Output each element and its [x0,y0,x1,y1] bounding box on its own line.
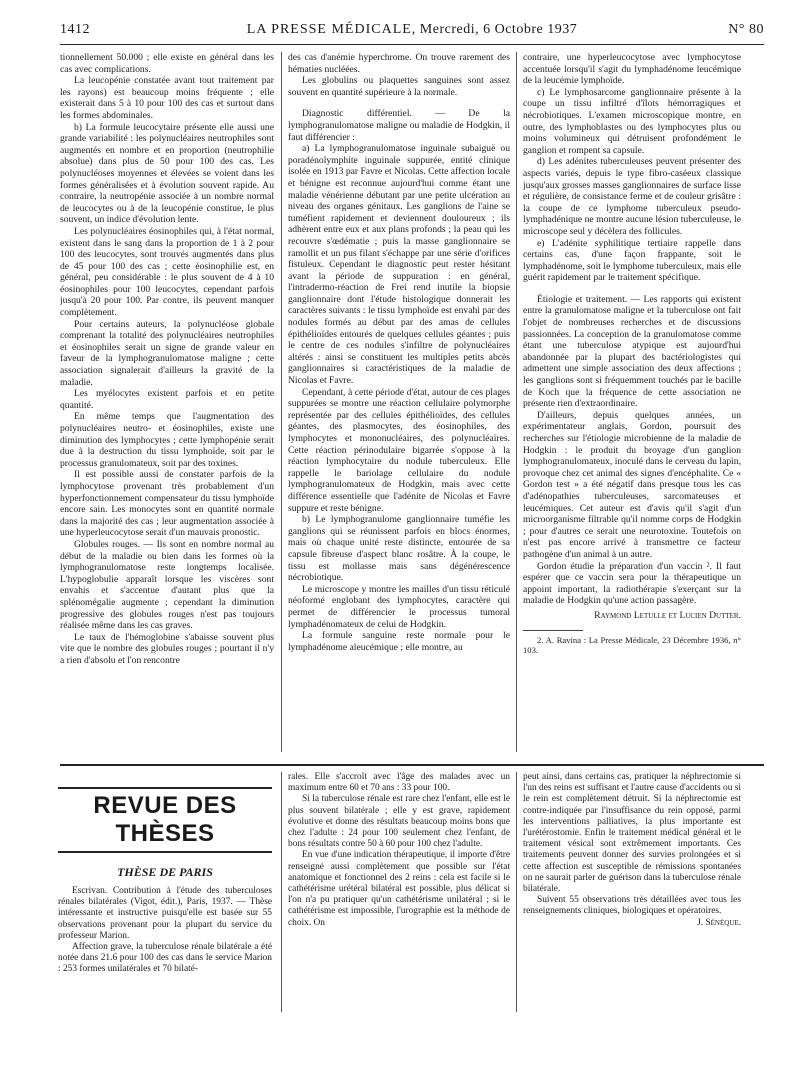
footnote: 2. A. Ravina : La Presse Médicale, 23 Décembre 1936, n° 103. [523,634,741,655]
paragraph: Il est possible aussi de constater parfois de la lymphocytose provenant très probablement d'un hyperfonctionnement compensateur du tissu lymphoïde encore sain. Les monocytes sont en quantité normale dans la majorité des cas ; leur augmentation associée à une hyperleucocytose serait d'un mauvais pronostic. [60,469,274,539]
column-divider [516,52,517,752]
section-title: REVUE DES THÈSES [93,792,237,847]
page-header [60,20,764,42]
article-column-1 [60,52,274,758]
paragraph: rales. Elle s'accroît avec l'âge des malades avec un maximum entre 60 et 70 ans : 33 pour 100. [288,772,510,794]
section-rule [60,764,764,766]
paragraph: Si la tuberculose rénale est rare chez l'enfant, elle est le plus souvent bilatérale ; elle y est grave, rapidement évolutive et donne des résultats beaucoup moins bons que chez l'adulte : 24 pour 100 seulement chez l'enfant, de bons résultats contre 50 à 60 pour 100 chez l'adulte. [288,794,510,850]
thesis-column-1 [58,886,272,976]
article-signature: Raymond Letulle et Lucien Dutter. [594,609,741,621]
paragraph: des cas d'anémie hyperchrome. On trouve rarement des hématies nucléées. [288,52,510,75]
thesis-intro: Escrivan. Contribution à l'étude des tuberculoses rénales bilatérales (Vigot, édit.), Paris, 1937. — Thèse intéressante et instructive puisqu'elle est basée sur 55 observations provenant pour la plupart du service du professeur Marion. [58,886,272,941]
paragraph: c) Le lymphosarcome ganglionnaire présente à la coupe un tissu infiltré d'îlots hémorragiques et nécrobiotiques. L'examen microscopique montre, en outre, des lymphoblastes ou des lymphocytes plus ou moins volumineux qui détruisent profondément le ganglion et rompent sa capsule. [523,86,741,156]
paragraph: D'ailleurs, depuis quelques années, un expérimentateur anglais, Gordon, poursuit des recherches sur l'étiologie microbienne de la maladie de Hodgkin : le produit du broyage d'un ganglion lymphogranulomateux, inoculé dans le cerveau du lapin, provoque chez cet animal des signes d'encéphalite. Ce « Gordon test » a été négatif dans presque tous les cas d'adénopathies tuberculeuses, sarcomateuses et leucémiques. Cet auteur est d'avis qu'il s'agit d'un microorganisme filtrable qu'il nomme corps de Hodgkin ; pour d'autres ce serait une neurotoxine. Toutefois on n'est pas encore arrivé à transmettre ce facteur pathogène d'un animal à un autre. [523,409,741,560]
article-column-3 [523,52,741,758]
paragraph: En vue d'une indication thérapeutique, il importe d'être renseigné aussi complètement que possible sur l'état anatomique et fonctionnel des 2 reins : cela est facile si le cathétérisme urétéral bilatéral est possible, plus délicat si l'on n'a pu pratiquer qu'un cathétérisme unilatéral ; si le cathétérisme est impossible, l'urographie est la méthode de choix. On [288,850,510,928]
paragraph: contraire, une hyperleucocytose avec lymphocytose accentuée lorsqu'il s'agit du lymphadénome leucémique de la leucémie lymphoïde. [523,52,741,87]
paragraph: La leucopénie constatée avant tout traitement par les rayons) est beaucoup moins fréquente ; elle existerait dans 5 à 10 pour 100 des cas et surtout dans les formes abdominales. [60,75,274,121]
paragraph: Les myélocytes existent parfois et en petite quantité. [60,388,274,411]
paragraph: e) L'adénite syphilitique tertiaire rappelle dans certains cas, d'une façon frappante, soit le lymphadénome, soit le lymphome tuberculeux, mais elle guérit rapidement par le traitement spécifique. [523,237,741,284]
header-rule [60,44,764,45]
paragraph: Globules rouges. — Ils sont en nombre normal au début de la maladie ou bien dans les formes où la lymphogranulomatose reste longtemps localisée. L'hypoglobulie apparaît lorsque les viscères sont envahis et s'accentue d'autant plus que la splénomégalie augmente ; cependant la diminution progressive des globules rouges n'est pas toujours réalisée même dans les cas graves. [60,538,274,632]
paragraph: b) Le lymphogranulome ganglionnaire tuméfie les ganglions qui se réunissent parfois en blocs énormes, mais où chaque unité reste distincte, entourée de sa capsule fibreuse d'aspect blanc rosâtre. À la coupe, le tissu est mollasse mais sans dégénérescence nécrobiotique. [288,514,510,584]
paragraph: Gordon étudie la préparation d'un vaccin ². Il faut espérer que ce vaccin sera pour la thérapeutique un appoint important, la radiothérapie s'exerçant sur la maladie de Hodgkin qu'une action passagère. [523,560,741,607]
column-divider [281,772,282,1012]
thesis-signature: J. Sénèque. [697,917,741,928]
paragraph: Suivent 55 observations très détaillées avec tous les renseignements cliniques, biologiques et opératoires. [523,895,741,917]
paragraph: tionnellement 50.000 ; elle existe en général dans les cas avec complications. [60,52,274,75]
paragraph: Le microscope y montre les mailles d'un tissu réticulé néoformé englobant des lymphocytes, caractère qui permet de différencier le processus tumoral lymphadénomateux de celui de Hodgkin. [288,583,510,630]
page-number: 1412 [60,22,90,37]
revue-des-theses-section [58,784,272,976]
paragraph: Les polynucléaires éosinophiles qui, à l'état normal, existent dans le sang dans la proportion de 1 à 2 pour 100 des leucocytes, sont trouvés augmentés dans plus de 45 pour 100 des cas ; cette éosinophilie est, en général, peu considérable : le plus souvent de 4 à 10 éosinophiles pour 100 leucocytes, cependant parfois jusqu'à 20 pour 100. Par contre, ils peuvent manquer complètement. [60,225,274,319]
journal-name: LA PRESSE MÉDICALE [246,22,412,37]
paragraph: Pour certains auteurs, la polynucléose globale comprenant la totalité des polynucléaires neutrophiles et éosinophiles serait un signe de grande valeur en faveur de la lymphogranulomatose maligne ; cette association signalerait d'ailleurs la gravité de la maladie. [60,318,274,388]
column-divider [281,52,282,752]
section-heading-etiologie: Étiologie et traitement. — Les rapports qui existent entre la granulomatose maligne et la tuberculose ont fait l'objet de nombreuses recherches et de discussions passionnées. La conception de la granulomatose comme étant une tuberculose atypique est aujourd'hui abandonnée par la plupart des bactériologistes qui admettent une simple association des deux affections ; les ganglions sont si fréquemment touchés par le bacille de Koch que la fréquence de cette association ne présente rien d'extraordinaire. [523,293,741,410]
title-rule-top [58,787,272,789]
journal-title [60,22,764,38]
paragraph: Affection grave, la tuberculose rénale bilatérale a été notée dans 21.6 pour 100 des cas dans le service Marion : 253 formes unilatérales et 70 bilaté- [58,942,272,975]
footnote-rule [523,630,583,631]
column-divider [516,772,517,1012]
paragraph: La formule sanguine reste normale pour le lymphadénome aleucémique ; elle montre, au [288,630,510,653]
paragraph: peut ainsi, dans certains cas, pratiquer la néphrectomie si l'un des reins est suffisant et l'autre cause d'accidents ou si le rein est complètement détruit. Si la néphrectomie est contre-indiquée par l'insuffisance du rein opposé, parmi les interventions palliatives, la plus importante est l'urétérostomie. Enfin le traitement médical général et le traitement vésical sont extrêmement importants. Ces traitements peuvent donner des survies prolongées et si cette affection est susceptible de rémissions spontanées on ne saurait parler de guérison dans la tuberculose rénale bilatérale. [523,772,741,895]
paragraph: Les globulins ou plaquettes sanguines sont assez souvent en quantité supérieure à la normale. [288,75,510,98]
section-heading-diagnostic: Diagnostic différentiel. — De la lymphogranulomatose maligne ou maladie de Hodgkin, il faut différencier : [288,108,510,143]
article-column-2 [288,52,510,758]
paragraph: En même temps que l'augmentation des polynucléaires neutro- et éosinophiles, existe une diminution des lymphocytes ; cette lymphopénie serait due à la destruction du tissu lymphoïde, soit par le processus granulomateux, soit par des toxines. [60,411,274,469]
paragraph: d) Les adénites tuberculeuses peuvent présenter des aspects variés, depuis le type fibro-caséeux classique jusqu'aux grosses masses ganglionnaires de surface lisse et régulière, de consistance ferme et de couleur grisâtre : la coupe de ce lymphome tuberculeux pseudo-lymphadénique ne montre aucune lésion tuberculeuse, le microscope seul y décèlera des follicules. [523,156,741,237]
issue-number: N° 80 [728,22,764,37]
title-rule-bottom [58,851,272,853]
paragraph: Le taux de l'hémoglobine s'abaisse souvent plus vite que le nombre des globules rouges ; pourtant il n'y a rien d'absolu et l'on rencontre [60,631,274,666]
paragraph: a) La lymphogranulomatose inguinale subaiguë ou poradénolymphite inguinale suppurée, entité clinique isolée en 1913 par Favre et Nicolas. Cette affection locale et bénigne est reconnue aujourd'hui comme étant une maladie vénérienne débutant par une petite ulcération au niveau des organes génitaux. Les ganglions de l'aine se tuméfient rapidement et deviennent douloureux ; ils adhèrent entre eux et aux plans profonds ; la peau qui les recouvre s'œdématie ; puis la masse ganglionnaire se ramollit et un pus filant s'échappe par une série d'orifices fistuleux. Cependant le diagnostic peut rester hésitant avant la période de suppuration : en général, l'intradermo-réaction de Frei rend inutile la biopsie ganglionnaire dont l'étude histologique donnerait les caractères suivants : le tissu lymphoïde est envahi par des nodules formés au début par des amas de cellules épithélioïdes entourés de quelques cellules géantes ; puis le centre de ces nodules s'infiltre de polynucléaires altérés : ainsi se constituent les multiples petits abcès ganglionnaires si caractéristiques de la maladie de Nicolas et Favre. [288,143,510,387]
paragraph: b) La formule leucocytaire présente elle aussi une grande variabilité : les polynucléaires neutrophiles sont augmentés en nombre et en proportion (neutrophilie absolue) dans plus de 50 pour 100 des cas. Les polynucléoses moyennes et élevées se voient dans les formes généralisées et à évolution souvent rapide. Au contraire, la neutropénie associée à un nombre normal de leucocytes ou à de la leucopénie constitue, le plus souvent, un indice d'évolution lente. [60,121,274,226]
issue-date: , Mercredi, 6 Octobre 1937 [411,22,578,37]
paragraph: Cependant, à cette période d'état, autour de ces plages suppurées se montre une réaction cellulaire polymorphe représentée par des cellules épithélioïdes, des cellules géantes, des plasmocytes, des éosinophiles, des lymphocytes et mononucléaires, des polynucléaires. Cette réaction périnodulaire bigarrée s'oppose à la réaction lymphocytaire du nodule tuberculeux. Elle rappelle le bariolage cellulaire du nodule lymphogranulomateux de Hodgkin, mais avec cette différence essentielle que l'adénite de Nicolas et Favre suppure et reste bénigne. [288,386,510,514]
thesis-column-2 [288,772,510,1022]
thesis-column-3 [523,772,741,1022]
subsection-title: THÈSE DE PARIS [117,865,213,879]
